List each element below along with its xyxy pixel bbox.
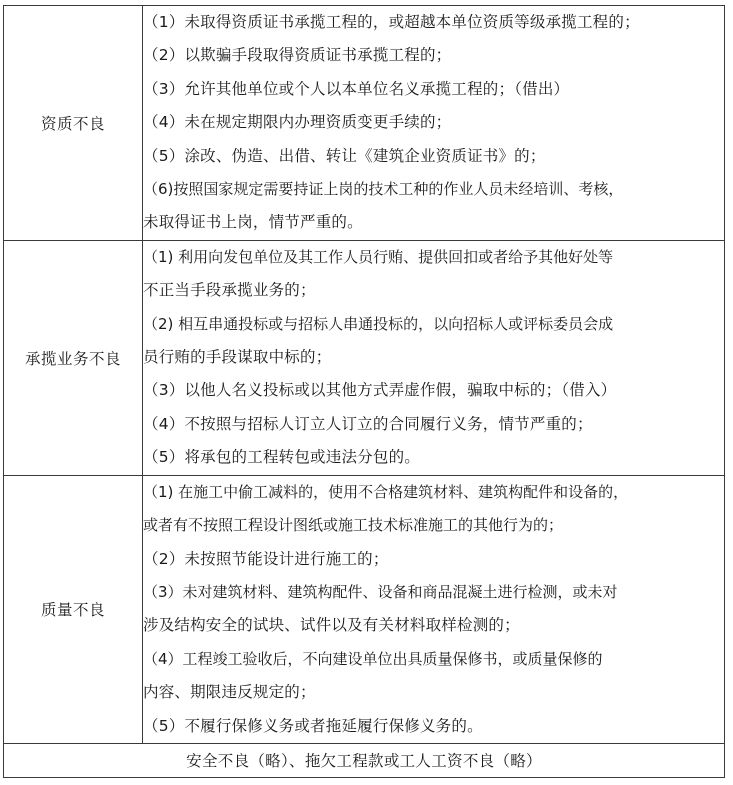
list-item: （2）未按照节能设计进行施工的； bbox=[143, 549, 389, 568]
list-item: （3）以他人名义投标或以其他方式弄虚作假，骗取中标的；（借入） bbox=[143, 381, 617, 400]
footer-note: 安全不良（略）、拖欠工程款或工人工资不良（略） bbox=[4, 743, 725, 777]
list-item: 不正当手段承揽业务的； bbox=[143, 281, 316, 300]
table-row bbox=[4, 240, 725, 475]
list-item: 内容、期限违反规定的； bbox=[143, 683, 316, 702]
list-item: （2) 相互串通投标或与招标人串通投标的，以向招标人或评标委员会成 bbox=[143, 314, 614, 333]
violations-table bbox=[3, 5, 725, 778]
list-item: （2）以欺骗手段取得资质证书承揽工程的； bbox=[143, 46, 452, 65]
list-item: （1）未取得资质证书承揽工程的，或超越本单位资质等级承揽工程的； bbox=[143, 13, 640, 31]
table-row bbox=[4, 743, 725, 777]
list-item: 未取得证书上岗，情节严重的。 bbox=[143, 213, 363, 232]
table-row bbox=[4, 475, 725, 743]
list-item: （1) 利用向发包单位及其工作人员行贿、提供回扣或者给予其他好处等 bbox=[143, 247, 614, 266]
list-item: （1) 在施工中偷工减料的，使用不合格建筑材料、建筑构配件和设备的， bbox=[143, 482, 629, 501]
list-item: （5）不履行保修义务或者拖延履行保修义务的。 bbox=[143, 716, 483, 735]
list-item: （4）工程竣工验收后，不向建设单位出具质量保修书，或质量保修的 bbox=[143, 649, 603, 668]
list-item: （6)按照国家规定需要持证上岗的技术工种的作业人员未经培训、考核， bbox=[143, 180, 624, 199]
list-item: （5）涂改、伪造、出借、转让《建筑企业资质证书》的； bbox=[143, 146, 546, 165]
items-cell bbox=[143, 240, 725, 475]
list-item: 或者有不按照工程设计图纸或施工技术标准施工的其他行为的； bbox=[143, 516, 564, 535]
category-cell: 质量不良 bbox=[4, 475, 143, 743]
list-item: （5）将承包的工程转包或违法分包的。 bbox=[143, 448, 420, 467]
list-item: （3）未对建筑材料、建筑构配件、设备和商品混凝土进行检测，或未对 bbox=[143, 582, 618, 601]
items-cell bbox=[143, 6, 725, 241]
category-cell: 承揽业务不良 bbox=[4, 240, 143, 475]
list-item: 涉及结构安全的试块、试件以及有关材料取样检测的； bbox=[143, 616, 520, 635]
list-item: 员行贿的手段谋取中标的； bbox=[143, 348, 332, 367]
list-item: （4）未在规定期限内办理资质变更手续的； bbox=[143, 113, 452, 132]
list-item: （3）允许其他单位或个人以本单位名义承揽工程的；（借出） bbox=[143, 79, 570, 98]
items-cell bbox=[143, 475, 725, 743]
category-cell: 资质不良 bbox=[4, 6, 143, 241]
list-item: （4）不按照与招标人订立人订立的合同履行义务，情节严重的； bbox=[143, 414, 593, 433]
table-row bbox=[4, 6, 725, 241]
